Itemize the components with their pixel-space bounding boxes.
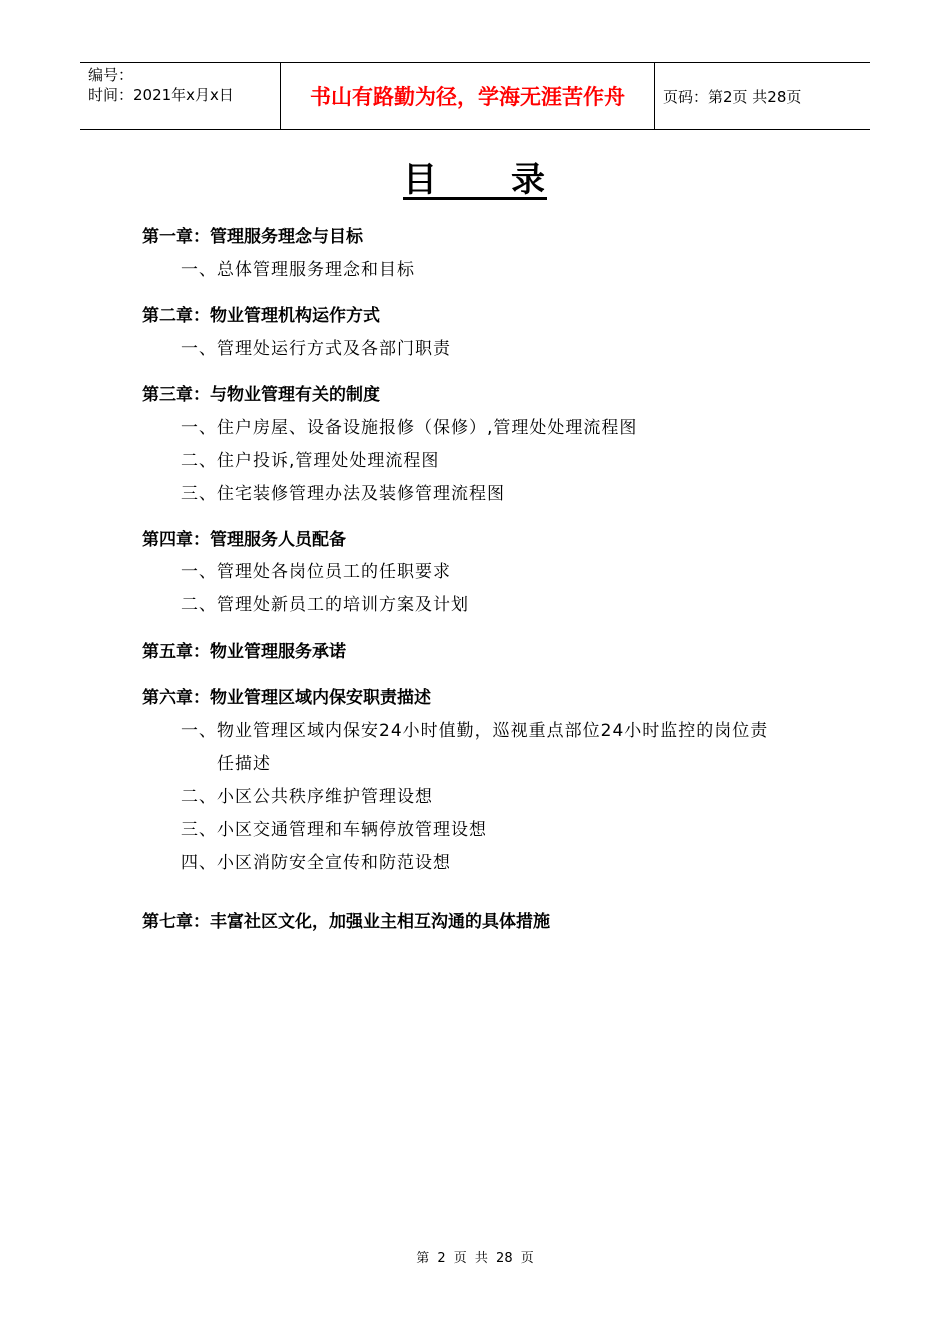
time-label: 时间：2021年x月x日 bbox=[88, 86, 234, 104]
chapter-7: 第七章：丰富社区文化，加强业主相互沟通的具体措施 bbox=[142, 912, 550, 932]
chapter-3: 第三章：与物业管理有关的制度 bbox=[142, 385, 380, 405]
header-page-info: 页码：第2页 共28页 bbox=[663, 87, 802, 106]
chapter-1: 第一章：管理服务理念与目标 bbox=[142, 227, 363, 247]
chapter-2: 第二章：物业管理机构运作方式 bbox=[142, 306, 380, 326]
chapter-6-item-4: 四、小区消防安全宣传和防范设想 bbox=[181, 853, 451, 873]
chapter-6-item-1: 一、物业管理区域内保安24小时值勤，巡视重点部位24小时监控的岗位责 bbox=[181, 721, 769, 741]
chapter-3-item-1: 一、住户房屋、设备设施报修（保修）,管理处处理流程图 bbox=[181, 418, 638, 438]
chapter-4: 第四章：管理服务人员配备 bbox=[142, 530, 346, 550]
page-footer: 第 2 页 共 28 页 bbox=[416, 1251, 534, 1266]
chapter-1-item-1: 一、总体管理服务理念和目标 bbox=[181, 260, 415, 280]
chapter-4-item-2: 二、管理处新员工的培训方案及计划 bbox=[181, 595, 469, 615]
chapter-6-item-1-continued: 任描述 bbox=[217, 754, 271, 774]
toc-title: 目 录 bbox=[403, 160, 547, 200]
chapter-6-item-3: 三、小区交通管理和车辆停放管理设想 bbox=[181, 820, 487, 840]
chapter-6-item-2: 二、小区公共秩序维护管理设想 bbox=[181, 787, 433, 807]
chapter-2-item-1: 一、管理处运行方式及各部门职责 bbox=[181, 339, 451, 359]
chapter-3-item-2: 二、住户投诉,管理处处理流程图 bbox=[181, 451, 440, 471]
header-motto: 书山有路勤为径，学海无涯苦作舟 bbox=[281, 63, 655, 129]
chapter-5: 第五章：物业管理服务承诺 bbox=[142, 642, 346, 662]
chapter-4-item-1: 一、管理处各岗位员工的任职要求 bbox=[181, 562, 451, 582]
chapter-6: 第六章：物业管理区域内保安职责描述 bbox=[142, 688, 431, 708]
number-label: 编号： bbox=[88, 66, 134, 84]
chapter-3-item-3: 三、住宅装修管理办法及装修管理流程图 bbox=[181, 484, 505, 504]
